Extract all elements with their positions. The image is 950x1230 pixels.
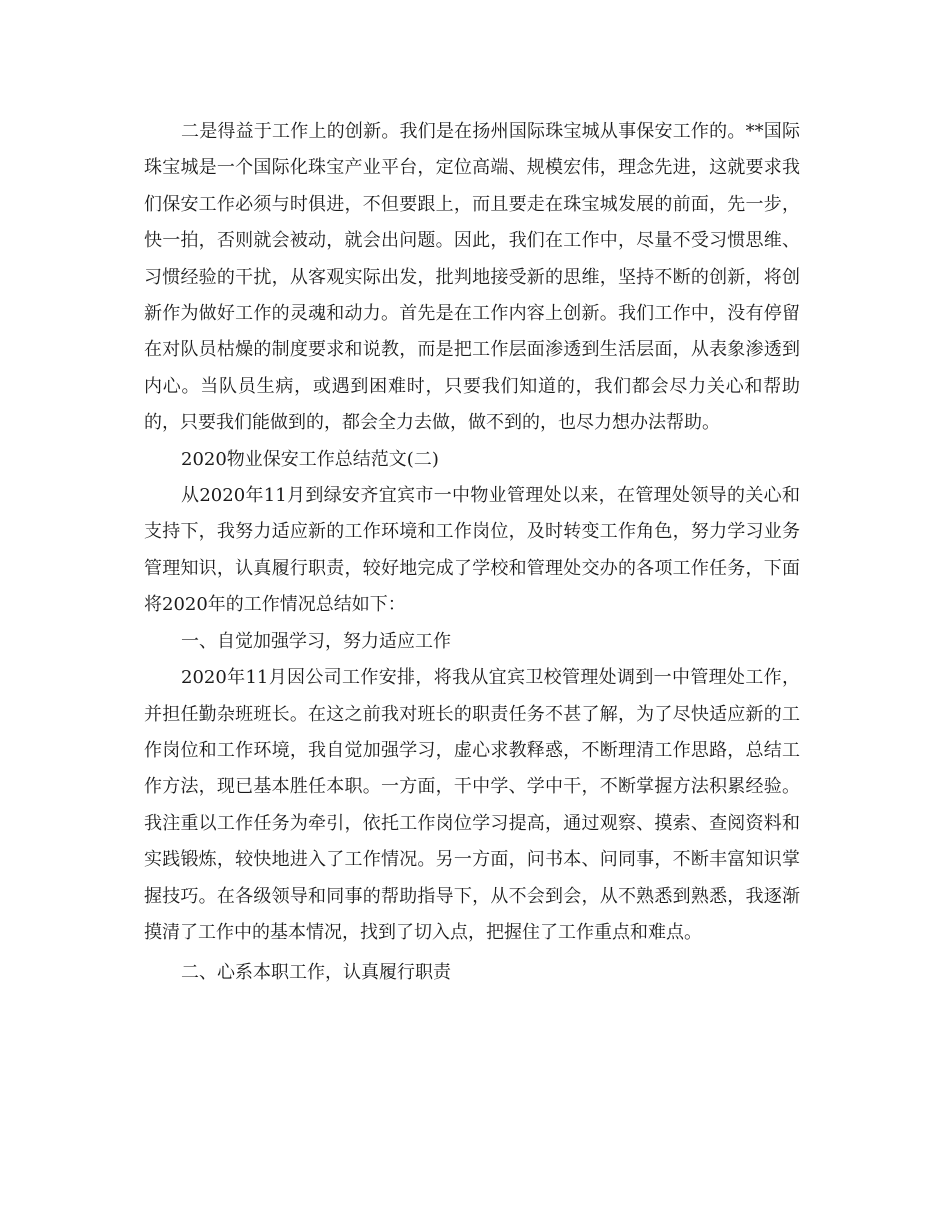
paragraph-learning: 2020年11月因公司工作安排，将我从宜宾卫校管理处调到一中管理处工作，并担任勤杂班班长。在这之前我对班长的职责任务不甚了解，为了尽快适应新的工作岗位和工作环境，我自觉加强学习，虚心求教释惑，不断理清工作思路，总结工作方法，现已基本胜任本职。一方面，干中学、学中干，不断掌握方法积累经验。我注重以工作任务为牵引，依托工作岗位学习提高，通过观察、摸索、查阅资料和实践锻炼，较快地进入了工作情况。另一方面，问书本、问同事，不断丰富知识掌握技巧。在各级领导和同事的帮助指导下，从不会到会，从不熟悉到熟悉，我逐渐摸清了工作中的基本情况，找到了切入点，把握住了工作重点和难点。 [144, 667, 800, 943]
paragraph-innovation: 二是得益于工作上的创新。我们是在扬州国际珠宝城从事保安工作的。**国际珠宝城是一个国际化珠宝产业平台，定位高端、规模宏伟，理念先进，这就要求我们保安工作必须与时俱进，不但要跟上，而且要走在珠宝城发展的前面，先一步，快一拍，否则就会被动，就会出问题。因此，我们在工作中，尽量不受习惯思维、习惯经验的干扰，从客观实际出发，批判地接受新的思维，坚持不断的创新，将创新作为做好工作的灵魂和动力。首先是在工作内容上创新。我们工作中，没有停留在对队员枯燥的制度要求和说教，而是把工作层面渗透到生活层面，从表象渗透到内心。当队员生病，或遇到困难时，只要我们知道的，我们都会尽力关心和帮助的，只要我们能做到的，都会全力去做，做不到的，也尽力想办法帮助。 [144, 121, 800, 434]
heading-duties: 二、心系本职工作，认真履行职责 [181, 962, 451, 984]
section-title: 2020物业保安工作总结范文(二) [181, 448, 439, 470]
heading-learning: 一、自觉加强学习，努力适应工作 [181, 630, 451, 652]
document-body [144, 114, 800, 992]
paragraph-intro: 从2020年11月到绿安齐宜宾市一中物业管理处以来，在管理处领导的关心和支持下，我努力适应新的工作环境和工作岗位，及时转变工作角色，努力学习业务管理知识，认真履行职责，较好地完成了学校和管理处交办的各项工作任务，下面将2020年的工作情况总结如下： [144, 485, 800, 616]
